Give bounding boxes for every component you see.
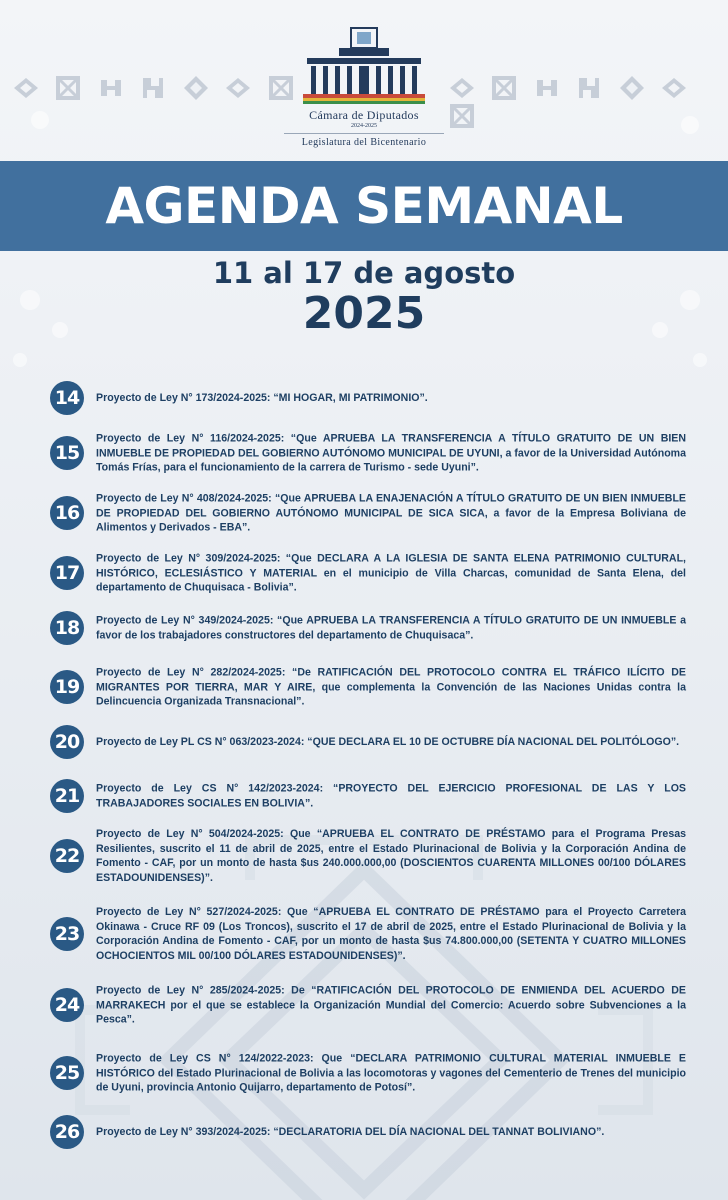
day-badge: 15 <box>50 436 84 470</box>
agenda-item-text: Proyecto de Ley N° 116/2024-2025: “Que APRUEBA LA TRANSFERENCIA A TÍTULO GRATUITO DE UN BIEN INMUEBLE DE PROPIEDAD DEL GOBIERNO AUTÓNOMO MUNICIPAL DE UYUNI, a favor de la Universidad Autónoma Tomás Frías, para el funcionamiento de la carrera de Turismo - sede Uyuni”. <box>96 432 686 474</box>
agenda-item-text: Proyecto de Ley CS N° 124/2022-2023: Que “DECLARA PATRIMONIO CULTURAL MATERIAL INMUEBLE E HISTÓRICO del Estado Plurinacional de Bolivia a las locomotoras y vagones del Cementerio de Trenes del municipio de Uyuni, provincia Antonio Quijarro, departamento de Potosí”. <box>96 1052 686 1094</box>
ornament-row-right <box>448 74 728 102</box>
agenda-item <box>50 608 690 648</box>
andean-ornament-icon <box>12 74 40 102</box>
day-badge: 23 <box>50 917 84 951</box>
page-title: AGENDA SEMANAL <box>105 177 623 235</box>
title-band <box>0 161 728 251</box>
agenda-item <box>50 548 690 598</box>
agenda-item <box>50 428 690 478</box>
date-block <box>0 256 728 339</box>
agenda-item-text: Proyecto de Ley N° 282/2024-2025: “De RATIFICACIÓN DEL PROTOCOLO CONTRA EL TRÁFICO ILÍCITO DE MIGRANTES POR TIERRA, MAR Y AIRE, que complementa la Convención de las Naciones Unidas contra la Delincuencia Organizada Transnacional”. <box>96 666 686 708</box>
day-badge: 21 <box>50 779 84 813</box>
agenda-item-text: Proyecto de Ley PL CS N° 063/2023-2024: “QUE DECLARA EL 10 DE OCTUBRE DÍA NACIONAL DEL POLITÓLOGO”. <box>96 735 680 748</box>
agenda-item <box>50 488 690 538</box>
agenda-item <box>50 980 690 1030</box>
agenda-item-text: Proyecto de Ley N° 285/2024-2025: De “RATIFICACIÓN DEL PROTOCOLO DE ENMIENDA DEL ACUERDO DE MARRAKECH por el que se establece la Organización Mundial del Comercio: Acuerdo sobre Subvenciones a la Pesca”. <box>96 984 686 1026</box>
andean-ornament-icon <box>660 74 688 102</box>
andean-ornament-icon <box>533 74 561 102</box>
day-badge: 22 <box>50 839 84 873</box>
institution-logo <box>284 26 444 148</box>
agenda-item <box>50 380 690 416</box>
legislature-subtitle: Legislatura del Bicentenario <box>284 133 444 148</box>
date-range: 11 al 17 de agosto <box>212 256 516 290</box>
andean-ornament-icon <box>448 102 476 130</box>
ornament-row-left <box>12 74 305 102</box>
agenda-item-text: Proyecto de Ley CS N° 142/2023-2024: “PROYECTO DEL EJERCICIO PROFESIONAL DE LAS Y LOS TRABAJADORES SOCIALES EN BOLIVIA”. <box>96 782 686 809</box>
agenda-item <box>50 904 690 964</box>
andean-ornament-icon <box>54 74 82 102</box>
agenda-item <box>50 1048 690 1098</box>
day-badge: 20 <box>50 725 84 759</box>
agenda-item-text: Proyecto de Ley N° 309/2024-2025: “Que DECLARA A LA IGLESIA DE SANTA ELENA PATRIMONIO CULTURAL, HISTÓRICO, ECLESIÁSTICO Y MATERIAL en el municipio de Villa Charcas, comunidad de Santa Elena, del departamento de Chuquisaca - Bolivia”. <box>96 552 686 594</box>
year: 2025 <box>302 288 426 339</box>
day-badge: 26 <box>50 1115 84 1149</box>
agenda-item-text: Proyecto de Ley N° 349/2024-2025: “Que APRUEBA LA TRANSFERENCIA A TÍTULO GRATUITO DE UN INMUEBLE a favor de los trabajadores constructores del departamento de Chuquisaca”. <box>96 614 686 641</box>
day-badge: 17 <box>50 556 84 590</box>
andean-ornament-icon <box>97 74 125 102</box>
day-badge: 24 <box>50 988 84 1022</box>
day-badge: 14 <box>50 381 84 415</box>
day-badge: 25 <box>50 1056 84 1090</box>
agenda-item <box>50 826 690 886</box>
legislative-palace-icon <box>299 26 429 106</box>
andean-ornament-icon <box>224 74 252 102</box>
agenda-item <box>50 776 690 816</box>
agenda-item-text: Proyecto de Ley N° 393/2024-2025: “DECLARATORIA DEL DÍA NACIONAL DEL TANNAT BOLIVIANO”. <box>96 1125 605 1138</box>
andean-ornament-icon <box>139 74 167 102</box>
agenda-item <box>50 722 690 762</box>
agenda-item <box>50 662 690 712</box>
andean-ornament-icon <box>575 74 603 102</box>
andean-ornament-icon <box>490 74 518 102</box>
andean-ornament-icon <box>182 74 210 102</box>
day-badge: 16 <box>50 496 84 530</box>
andean-ornament-icon <box>618 74 646 102</box>
agenda-item-text: Proyecto de Ley N° 527/2024-2025: Que “APRUEBA EL CONTRATO DE PRÉSTAMO para el Proyecto Carretera Okinawa - Cruce RF 09 (Los Troncos), suscrito el 17 de abril de 2025, entre el Estado Plurinacional de Bolivia y la Corporación Andina de Fomento - CAF, por un monto de hasta $us 74.800.000,00 (SETENTA Y CUATRO MILLONES OCHOCIENTOS MIL 00/100 DÓLARES ESTADOUNIDENSES)”. <box>96 906 686 962</box>
day-badge: 18 <box>50 611 84 645</box>
institution-name: Cámara de Diputados <box>309 108 419 122</box>
agenda-item <box>50 1114 690 1150</box>
day-badge: 19 <box>50 670 84 704</box>
agenda-item-text: Proyecto de Ley N° 408/2024-2025: “Que APRUEBA LA ENAJENACIÓN A TÍTULO GRATUITO DE UN BIEN INMUEBLE DE PROPIEDAD DEL GOBIERNO AUTÓNOMO MUNICIPAL DE SICA SICA, a favor de la Empresa Boliviana de Alimentos y Derivados - EBA”. <box>96 492 686 534</box>
andean-ornament-icon <box>448 74 476 102</box>
institution-period: 2024-2025 <box>351 123 377 129</box>
header <box>0 0 728 160</box>
agenda-item-text: Proyecto de Ley N° 504/2024-2025: Que “APRUEBA EL CONTRATO DE PRÉSTAMO para el Programa Presas Resilientes, suscrito el 11 de abril de 2025, entre el Estado Plurinacional de Bolivia y la Corporación Andina de Fomento - CAF, por un monto de hasta $us 240.000.000,00 (DOSCIENTOS CUARENTA MILLONES 00/100 DÓLARES ESTADOUNIDENSES)”. <box>96 828 686 884</box>
agenda-item-text: Proyecto de Ley N° 173/2024-2025: “MI HOGAR, MI PATRIMONIO”. <box>96 391 428 404</box>
